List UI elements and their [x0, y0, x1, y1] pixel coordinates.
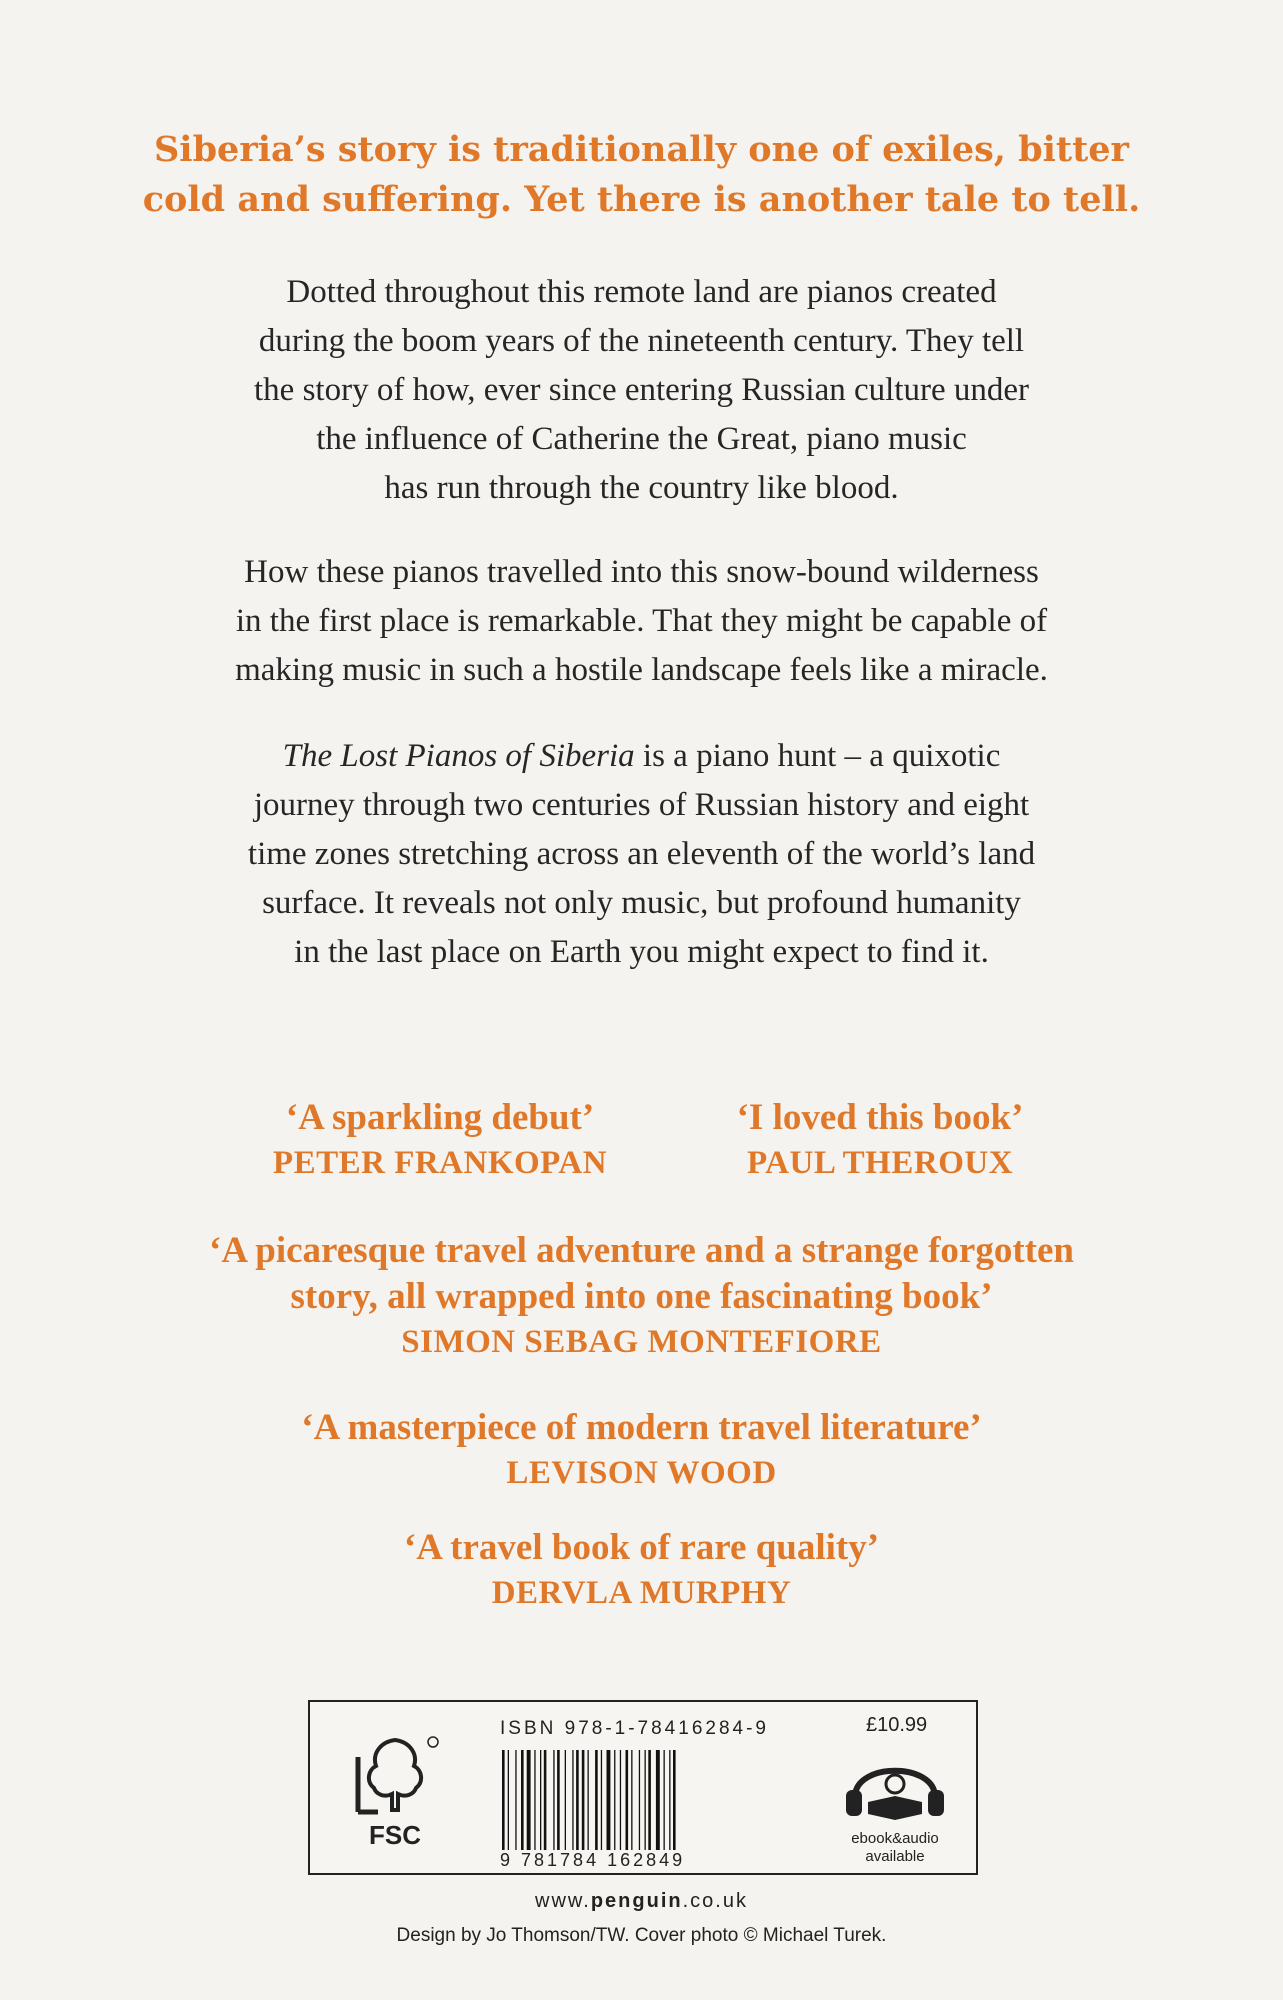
- intro-line: Siberia’s story is traditionally one of exiles, bitter: [154, 129, 1129, 170]
- website-prefix: www.: [535, 1890, 591, 1912]
- barcode-bar: [540, 1750, 541, 1850]
- review-quote: [100, 1405, 1183, 1495]
- barcode-bar: [639, 1750, 640, 1850]
- review-quote: [100, 1228, 1183, 1364]
- paragraph-line: How these pianos travelled into this snow-bound wilderness: [244, 554, 1039, 590]
- paragraph-3: [110, 732, 1173, 977]
- review-quote: [100, 1525, 1183, 1615]
- intro-blurb: [100, 125, 1183, 225]
- quote-author: SIMON SEBAG MONTEFIORE: [401, 1324, 882, 1360]
- barcode-bar: [502, 1750, 505, 1850]
- barcode-bar: [669, 1750, 670, 1850]
- barcode-bar: [508, 1750, 509, 1850]
- barcode-icon: [500, 1750, 750, 1850]
- paragraph-line: during the boom years of the nineteenth century. They tell: [258, 323, 1025, 359]
- barcode-bar: [656, 1750, 660, 1850]
- website-brand: penguin: [590, 1890, 683, 1912]
- paragraph-line: journey through two centuries of Russian history and eight: [253, 787, 1030, 823]
- barcode-bar: [664, 1750, 665, 1850]
- barcode-bar: [595, 1750, 598, 1850]
- paragraph-line: in the first place is remarkable. That they might be capable of: [235, 603, 1048, 639]
- barcode-bar: [521, 1750, 524, 1850]
- paragraph-line: time zones stretching across an eleventh of the world’s land: [247, 836, 1036, 872]
- design-credits: Design by Jo Thomson/TW. Cover photo © Michael Turek.: [396, 1925, 887, 1946]
- paragraph-line: making music in such a hostile landscape feels like a miracle.: [235, 652, 1048, 688]
- barcode-bar: [515, 1750, 516, 1850]
- quote-text: ‘A sparkling debut’: [285, 1097, 595, 1138]
- intro-line: cold and suffering. Yet there is another tale to tell.: [142, 179, 1141, 220]
- paragraph-line: the story of how, ever since entering Russian culture under: [254, 372, 1029, 408]
- publisher-website[interactable]: [0, 1890, 1283, 1913]
- quote-author: PETER FRANKOPAN: [272, 1145, 608, 1181]
- barcode-bar: [534, 1750, 535, 1850]
- isbn-label: ISBN 978-1-78416284-9: [500, 1718, 769, 1739]
- barcode-bar: [607, 1750, 611, 1850]
- quote-author: DERVLA MURPHY: [491, 1575, 792, 1611]
- barcode-digits: 9 781784 162849: [500, 1850, 686, 1870]
- website-suffix: .co.uk: [682, 1890, 748, 1912]
- review-quote: [690, 1095, 1070, 1185]
- quote-text: ‘A picaresque travel adventure and a strange forgotten: [209, 1230, 1074, 1271]
- barcode-bar: [588, 1750, 589, 1850]
- barcode-bar: [614, 1750, 615, 1850]
- book-title: The Lost Pianos of Siberia: [282, 738, 635, 774]
- barcode-bar: [572, 1750, 573, 1850]
- paragraph-line: has run through the country like blood.: [384, 470, 899, 506]
- barcode-bar: [648, 1750, 651, 1850]
- paragraph-line: Dotted throughout this remote land are pianos created: [286, 274, 997, 310]
- ebook-line: available: [865, 1848, 925, 1865]
- fsc-label: FSC: [369, 1820, 421, 1850]
- fsc-logo-icon: [350, 1732, 440, 1852]
- ebook-line: ebook&audio: [851, 1830, 939, 1847]
- barcode-bar: [553, 1750, 554, 1850]
- paragraph-line: surface. It reveals not only music, but profound humanity: [262, 885, 1021, 921]
- paragraph-1: [110, 268, 1173, 513]
- price: £10.99: [866, 1714, 928, 1736]
- quote-author: LEVISON WOOD: [506, 1455, 777, 1491]
- quote-text: story, all wrapped into one fascinating book’: [290, 1276, 993, 1317]
- paragraph-line: the influence of Catherine the Great, piano music: [316, 421, 967, 457]
- quote-text: ‘I loved this book’: [736, 1097, 1024, 1138]
- barcode-bar: [631, 1750, 632, 1850]
- barcode-bar: [582, 1750, 585, 1850]
- barcode-bar: [576, 1750, 579, 1850]
- barcode-bar: [626, 1750, 629, 1850]
- barcode-bar: [527, 1750, 531, 1850]
- paragraph-2: [110, 548, 1173, 695]
- headphones-book-icon: [840, 1752, 950, 1822]
- barcode-bar: [557, 1750, 560, 1850]
- quote-text: ‘A travel book of rare quality’: [403, 1527, 880, 1568]
- paragraph-line: in the last place on Earth you might expect to find it.: [294, 934, 989, 970]
- quote-author: PAUL THEROUX: [746, 1145, 1014, 1181]
- barcode-bar: [673, 1750, 676, 1850]
- barcode-bar: [544, 1750, 547, 1850]
- barcode-bar: [620, 1750, 621, 1850]
- paragraph-line: [110, 732, 1173, 781]
- quote-text: ‘A masterpiece of modern travel literature’: [301, 1407, 982, 1448]
- paragraph-line-rest: is a piano hunt – a quixotic: [634, 738, 1001, 774]
- barcode-panel: [308, 1700, 978, 1875]
- barcode-bar: [601, 1750, 602, 1850]
- barcode-bar: [645, 1750, 646, 1850]
- review-quote: [230, 1095, 650, 1185]
- ebook-audio-label: [830, 1830, 960, 1866]
- barcode-bar: [565, 1750, 566, 1850]
